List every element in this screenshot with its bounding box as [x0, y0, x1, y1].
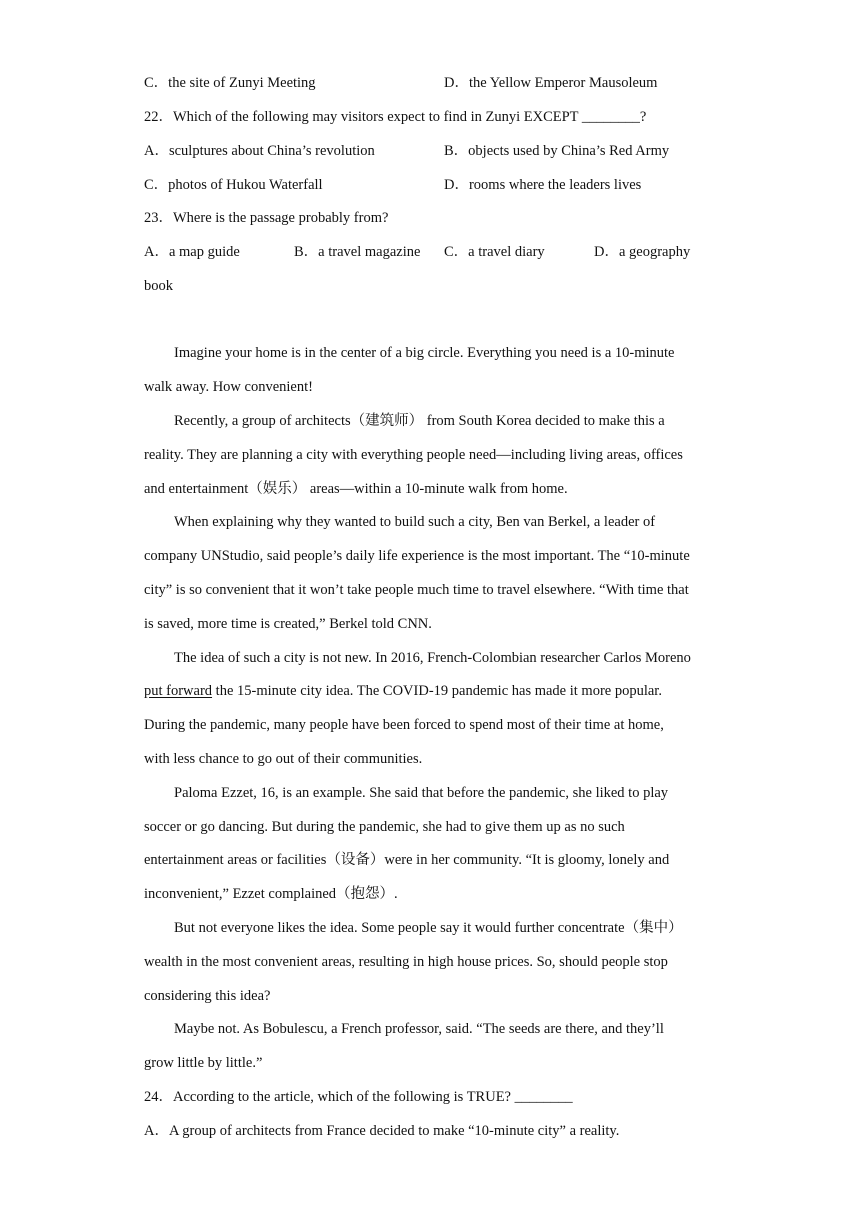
passage-line: But not everyone likes the idea. Some people say it would further concentrate（集中）	[174, 920, 683, 936]
passage-line: and entertainment（娱乐） areas—within a 10-minute walk from home.	[144, 481, 568, 497]
underlined-phrase: put forward	[144, 683, 213, 699]
q23-option-d-wrap: book	[144, 278, 173, 294]
passage-line: Paloma Ezzet, 16, is an example. She said that before the pandemic, she liked to play	[174, 785, 669, 801]
passage-line: The idea of such a city is not new. In 2016, French-Colombian researcher Carlos Moreno	[174, 650, 691, 666]
q22-question: 22．Which of the following may visitors expect to find in Zunyi EXCEPT ________?	[144, 109, 647, 125]
q22-option-d[interactable]: D．rooms where the leaders lives	[444, 177, 642, 193]
passage-line: is saved, more time is created,” Berkel told CNN.	[144, 616, 432, 632]
passage-line: entertainment areas or facilities（设备）were in her community. “It is gloomy, lonely and	[144, 852, 670, 868]
passage-line: wealth in the most convenient areas, resulting in high house prices. So, should people stop	[144, 954, 668, 970]
q22-option-a[interactable]: A．sculptures about China’s revolution	[144, 143, 375, 159]
q23-option-d[interactable]: D．a geography	[594, 244, 691, 260]
passage-line: Maybe not. As Bobulescu, a French professor, said. “The seeds are there, and they’ll	[174, 1021, 664, 1037]
q21-option-d[interactable]: D．the Yellow Emperor Mausoleum	[444, 75, 658, 91]
passage-line: city” is so convenient that it won’t take people much time to travel elsewhere. “With time that	[144, 582, 689, 598]
passage-line: Imagine your home is in the center of a big circle. Everything you need is a 10-minute	[174, 345, 675, 361]
q24-option-a[interactable]: A．A group of architects from France decided to make “10-minute city” a reality.	[144, 1123, 620, 1139]
passage-line: When explaining why they wanted to build such a city, Ben van Berkel, a leader of	[174, 514, 656, 530]
passage-line: company UNStudio, said people’s daily life experience is the most important. The “10-minute	[144, 548, 690, 564]
q23-option-a[interactable]: A．a map guide	[144, 244, 240, 260]
passage-line: walk away. How convenient!	[144, 379, 313, 395]
passage-line: considering this idea?	[144, 988, 271, 1004]
passage-line: inconvenient,” Ezzet complained（抱怨）.	[144, 886, 398, 902]
q23-option-c[interactable]: C．a travel diary	[444, 244, 545, 260]
q22-option-b[interactable]: B．objects used by China’s Red Army	[444, 143, 670, 159]
q23-question: 23．Where is the passage probably from?	[144, 210, 389, 226]
passage-line: Recently, a group of architects（建筑师） from South Korea decided to make this a	[174, 413, 665, 429]
passage-line: with less chance to go out of their communities.	[144, 751, 423, 767]
q23-option-b[interactable]: B．a travel magazine	[294, 244, 421, 260]
passage-line-underlined	[144, 681, 662, 701]
passage-line-rest: the 15-minute city idea. The COVID-19 pandemic has made it more popular.	[215, 683, 662, 699]
passage-line: reality. They are planning a city with everything people need—including living areas, offices	[144, 447, 683, 463]
passage-line: grow little by little.”	[144, 1055, 263, 1071]
q24-question: 24．According to the article, which of the following is TRUE? ________	[144, 1089, 573, 1105]
passage-line: soccer or go dancing. But during the pandemic, she had to give them up as no such	[144, 819, 625, 835]
q22-option-c[interactable]: C．photos of Hukou Waterfall	[144, 177, 323, 193]
q21-option-c[interactable]: C．the site of Zunyi Meeting	[144, 75, 316, 91]
passage-line: During the pandemic, many people have been forced to spend most of their time at home,	[144, 717, 664, 733]
